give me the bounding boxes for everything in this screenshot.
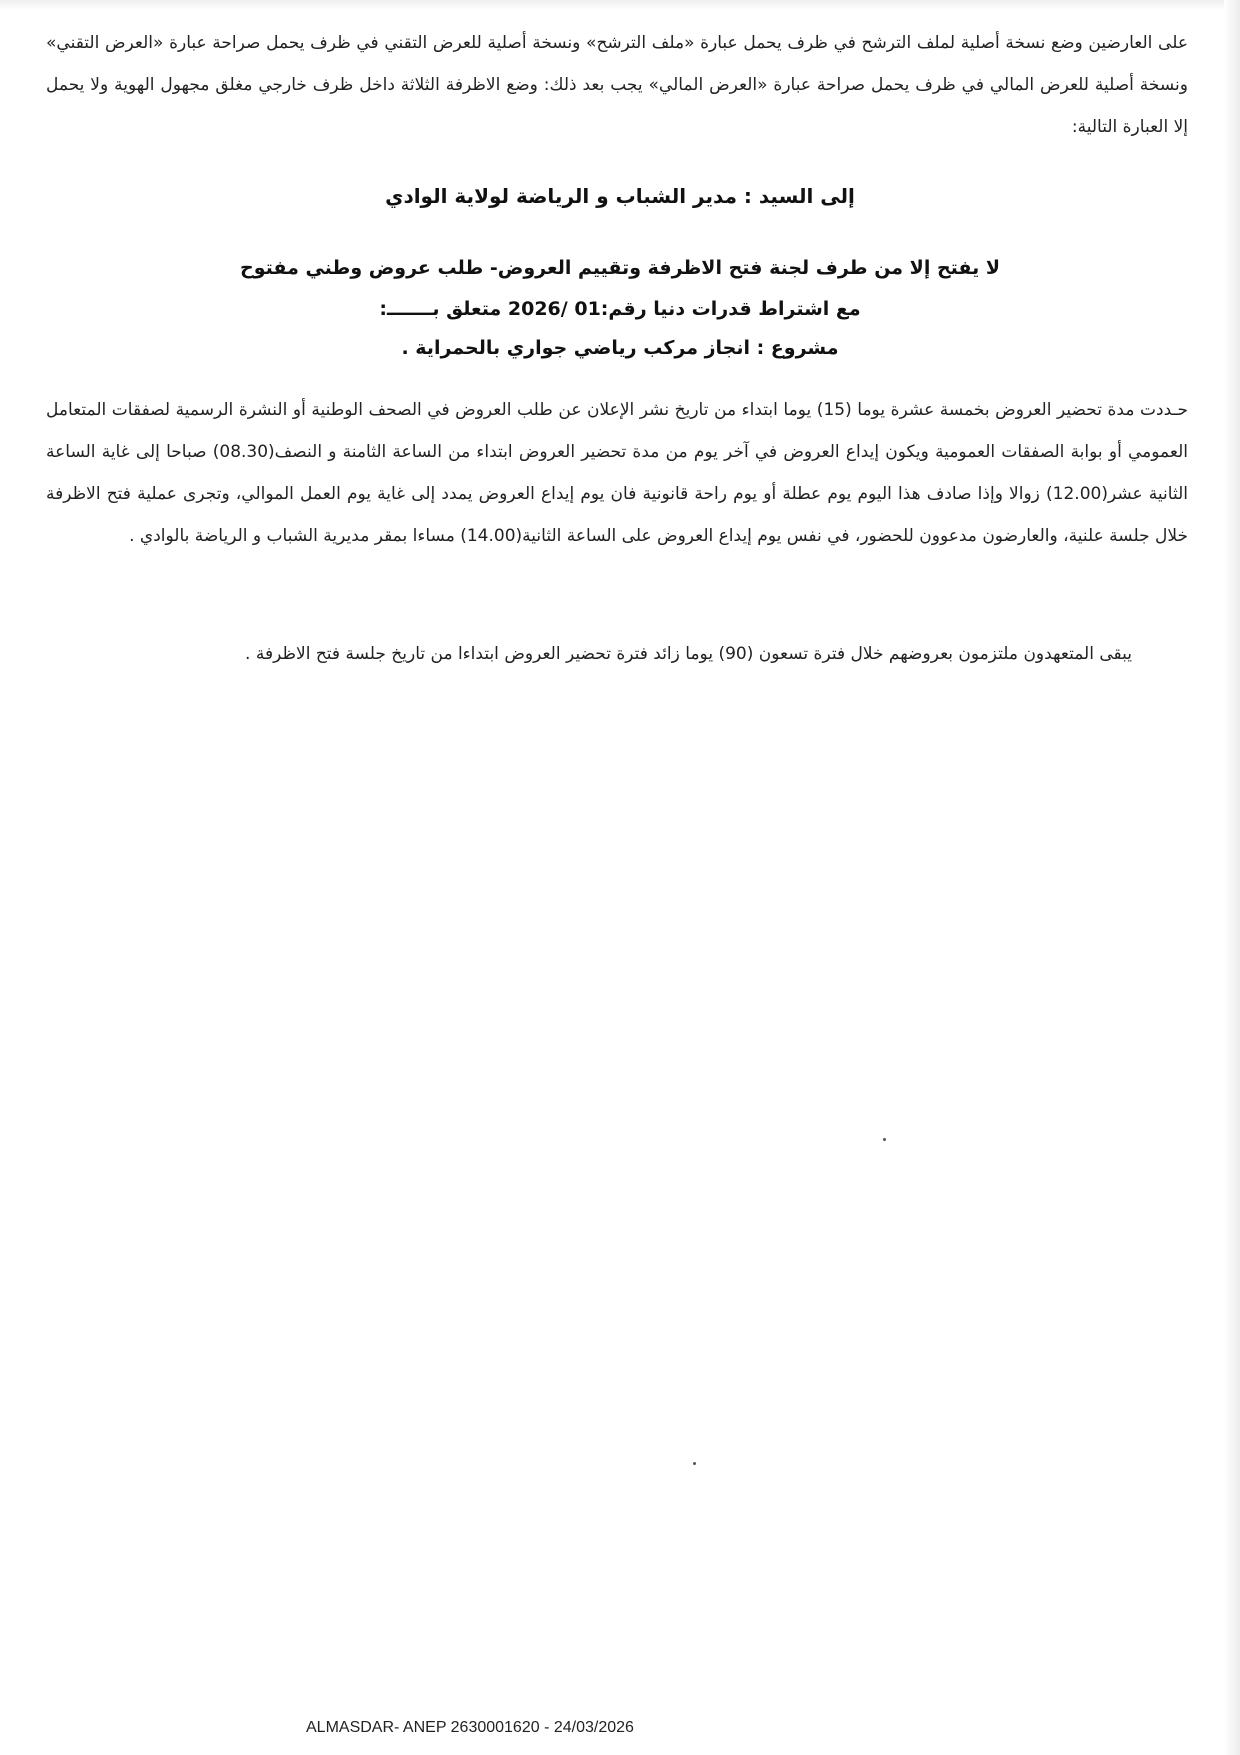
envelope-heading-line-1: لا يفتح إلا من طرف لجنة فتح الاظرفة وتقييم العروض- طلب عروض وطني مفتوح: [240, 257, 1000, 279]
publication-reference: ALMASDAR- ANEP 2630001620 - 24/03/2026: [306, 1719, 634, 1736]
scan-top-edge: [0, 0, 1240, 10]
addressee-line: إلى السيد : مدير الشباب و الرياضة لولاية الوادي: [385, 184, 855, 208]
validity-paragraph: يبقى المتعهدون ملتزمون بعروضهم خلال فترة تسعون (90) يوما زائد فترة تحضير العروض ابتداءا من تاريخ جلسة فتح الاظرفة .: [245, 644, 1132, 664]
scan-speck: [883, 1138, 886, 1141]
envelope-heading-line-3: مشروع : انجاز مركب رياضي جواري بالحمراية .: [401, 337, 839, 359]
intro-paragraph: على العارضين وضع نسخة أصلية لملف الترشح في ظرف يحمل عبارة «ملف الترشح» ونسخة أصلية للعرض التقني في ظرف يحمل صراحة عبارة «العرض التقني» ونسخة أصلية للعرض المالي في ظرف يحمل صراحة عبارة «العرض المالي» يجب بعد ذلك: وضع الاظرفة الثلاثة داخل ظرف خارجي مغلق مجهول الهوية ولا يحمل إلا العبارة التالية:: [46, 33, 1188, 137]
envelope-heading-line-2: مع اشتراط قدرات دنيا رقم:01 /2026 متعلق بـــــــ:: [379, 298, 861, 320]
deadline-paragraph: حـددت مدة تحضير العروض بخمسة عشرة يوما (15) يوما ابتداء من تاريخ نشر الإعلان عن طلب العروض في الصحف الوطنية أو النشرة الرسمية لصفقات المتعامل العمومي أو بوابة الصفقات العمومية ويكون إيداع العروض في آخر يوم من مدة تحضير العروض ابتداء من الساعة الثامنة و النصف(08.30) صباحا إلى غاية الساعة الثانية عشر(12.00) زوالا وإذا صادف هذا اليوم يوم عطلة أو يوم راحة قانونية فان يوم إيداع العروض يمدد إلى غاية يوم العمل الموالي، وتجرى عملية فتح الاظرفة خلال جلسة علنية، والعارضون مدعوون للحضور، في نفس يوم إيداع العروض على الساعة الثانية(14.00) مساءا بمقر مديرية الشباب و الرياضة بالوادي .: [46, 400, 1189, 546]
scan-speck: [693, 1462, 696, 1465]
